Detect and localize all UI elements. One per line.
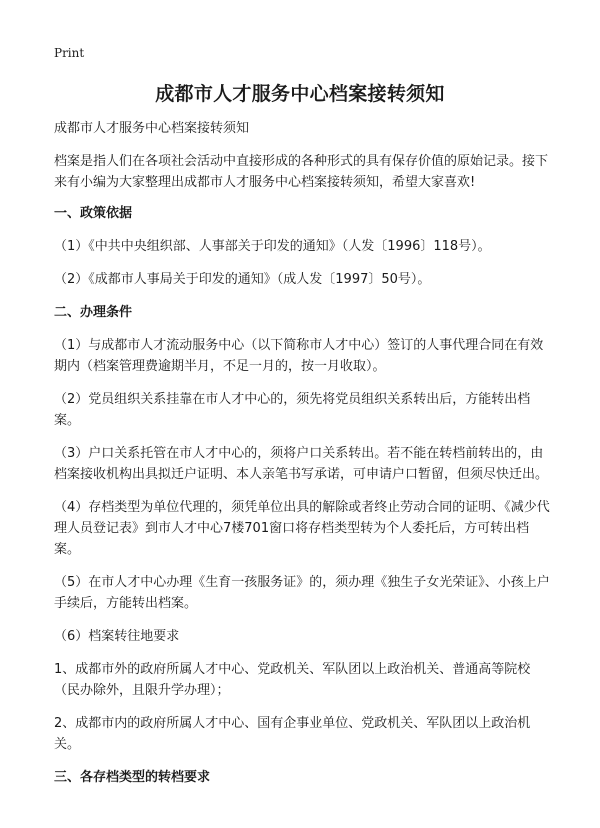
section-heading-conditions: 二、办理条件 [54,305,133,320]
policy-item-2: （2）《成都市人事局关于印发的通知》（成人发〔1997〕50号）。 [54,272,431,287]
destination-item-2: 2、成都市内的政府所属人才中心、国有企事业单位、党政机关、军队团以上政治机关。 [54,716,531,752]
condition-item-6: （6）档案转往地要求 [54,629,180,644]
intro-paragraph: 档案是指人们在各项社会活动中直接形成的各种形式的具有保存价值的原始记录。接下来有小编为大家整理出成都市人才服务中心档案接转须知，希望大家喜欢! [54,154,549,190]
condition-item-2: （2）党员组织关系挂靠在市人才中心的，须先将党员组织关系转出后，方能转出档案。 [54,392,531,428]
condition-item-4: （4）存档类型为单位代理的，须凭单位出具的解除或者终止劳动合同的证明、《减少代理人员登记表》到市人才中心7楼701窗口将存档类型转为个人委托后，方可转出档案。 [54,500,550,557]
document-body [54,118,554,800]
print-label: Print [54,46,85,60]
page-title: 成都市人才服务中心档案接转须知 [155,83,445,105]
destination-item-1: 1、成都市外的政府所属人才中心、党政机关、军队团以上政治机关、普通高等院校（民办除外，且限升学办理）； [54,662,531,698]
document-subtitle: 成都市人才服务中心档案接转须知 [54,121,250,136]
section-heading-transfer-requirements: 三、各存档类型的转档要求 [54,770,211,785]
condition-item-5: （5）在市人才中心办理《生育一孩服务证》的，须办理《独生子女光荣证》、小孩上户手续后，方能转出档案。 [54,575,550,611]
section-heading-policy: 一、政策依据 [54,206,133,221]
condition-item-3: （3）户口关系托管在市人才中心的，须将户口关系转出。若不能在转档前转出的，由档案接收机构出具拟迁户证明、本人亲笔书写承诺，可申请户口暂留，但须尽快迁出。 [54,446,549,482]
condition-item-1: （1）与成都市人才流动服务中心（以下简称市人才中心）签订的人事代理合同在有效期内（档案管理费逾期半月，不足一月的，按一月收取）。 [54,338,544,374]
policy-item-1: （1）《中共中央组织部、人事部关于印发的通知》（人发〔1996〕118号）。 [54,239,491,254]
